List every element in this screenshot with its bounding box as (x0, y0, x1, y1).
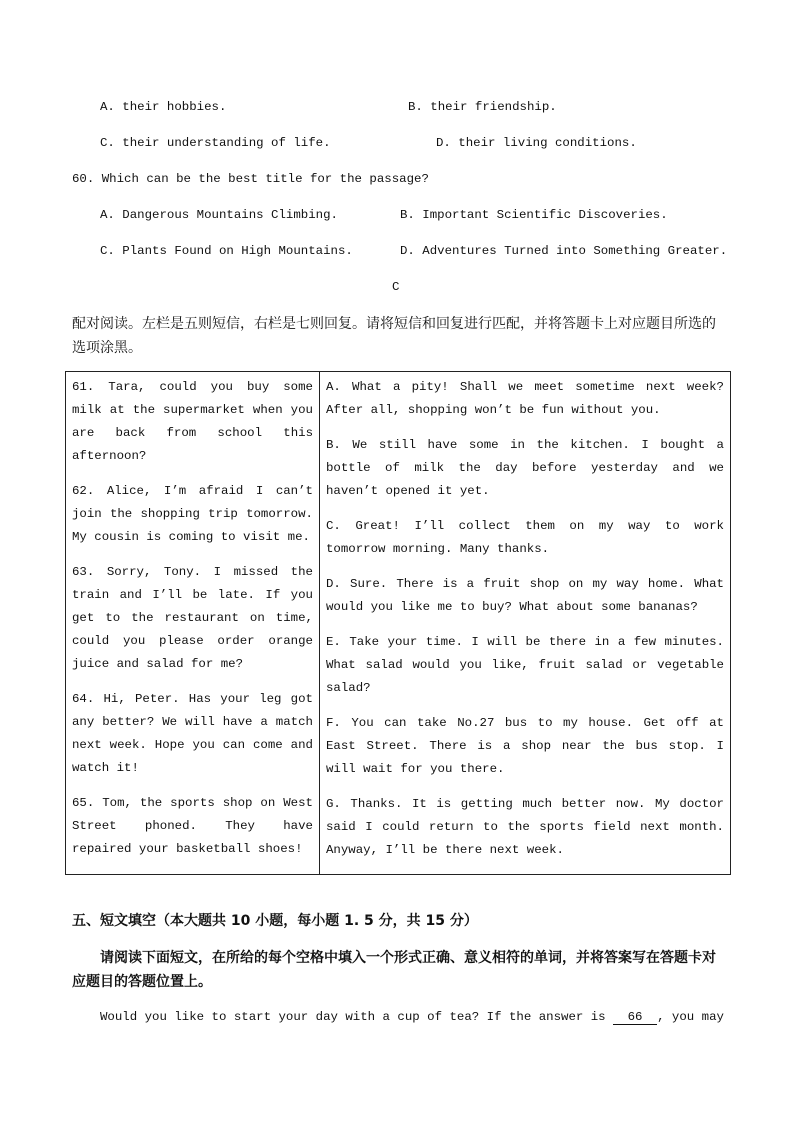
section-c-instructions-cont: 选项涂黑。 (72, 340, 142, 356)
q59-option-b: B. their friendship. (408, 100, 557, 114)
reply-d: D. Sure. There is a fruit shop on my way home. What would you like me to buy? What about some bananas? (326, 577, 724, 614)
q59-option-a: A. their hobbies. (100, 100, 227, 114)
passage-text-cont: , you may (657, 1010, 724, 1024)
passage-first-line (100, 1010, 724, 1025)
q60-option-b: B. Important Scientific Discoveries. (400, 208, 668, 222)
blank-66: 66 (613, 1010, 657, 1025)
reply-a: A. What a pity! Shall we meet sometime next week? After all, shopping won’t be fun without you. (326, 380, 724, 417)
section5-instructions: 请阅读下面短文，在所给的每个空格中填入一个形式正确、意义相符的单词，并将答案写在答题卡对 (100, 950, 716, 966)
reply-f: F. You can take No.27 bus to my house. Get off at East Street. There is a shop near the bus stop. I will wait for you there. (326, 716, 724, 776)
q60-option-a: A. Dangerous Mountains Climbing. (100, 208, 338, 222)
message-62: 62. Alice, I’m afraid I can’t join the shopping trip tomorrow. My cousin is coming to visit me. (72, 484, 313, 544)
q59-option-c: C. their understanding of life. (100, 136, 331, 150)
message-64: 64. Hi, Peter. Has your leg got any better? We will have a match next week. Hope you can come and watch it! (72, 692, 313, 775)
section-c-letter: C (392, 280, 400, 294)
section5-heading: 五、短文填空（本大题共 10 小题，每小题 1. 5 分，共 15 分） (72, 913, 478, 929)
reply-b: B. We still have some in the kitchen. I bought a bottle of milk the day before yesterday and we haven’t opened it yet. (326, 438, 724, 498)
q59-option-d: D. their living conditions. (436, 136, 637, 150)
reply-c: C. Great! I’ll collect them on my way to work tomorrow morning. Many thanks. (326, 519, 724, 556)
replies-column (320, 372, 731, 875)
q60-option-c: C. Plants Found on High Mountains. (100, 244, 353, 258)
messages-column (66, 372, 320, 875)
message-65: 65. Tom, the sports shop on West Street phoned. They have repaired your basketball shoes! (72, 796, 313, 856)
q60-stem: 60. Which can be the best title for the passage? (72, 172, 429, 186)
passage-text: Would you like to start your day with a cup of tea? If the answer is (100, 1010, 606, 1024)
section5-instructions-cont: 应题目的答题位置上。 (72, 974, 212, 990)
message-61: 61. Tara, could you buy some milk at the supermarket when you are back from school this afternoon? (72, 380, 313, 463)
message-63: 63. Sorry, Tony. I missed the train and I’ll be late. If you get to the restaurant on time, could you please order orange juice and salad for me? (72, 565, 313, 671)
reply-e: E. Take your time. I will be there in a few minutes. What salad would you like, fruit salad or vegetable salad? (326, 635, 724, 695)
matching-table (65, 371, 731, 875)
q60-option-d: D. Adventures Turned into Something Greater. (400, 244, 728, 258)
section-c-instructions: 配对阅读。左栏是五则短信，右栏是七则回复。请将短信和回复进行匹配，并将答题卡上对应题目所选的 (72, 316, 716, 332)
reply-g: G. Thanks. It is getting much better now. My doctor said I could return to the sports field next month. Anyway, I’ll be there next week. (326, 797, 724, 857)
